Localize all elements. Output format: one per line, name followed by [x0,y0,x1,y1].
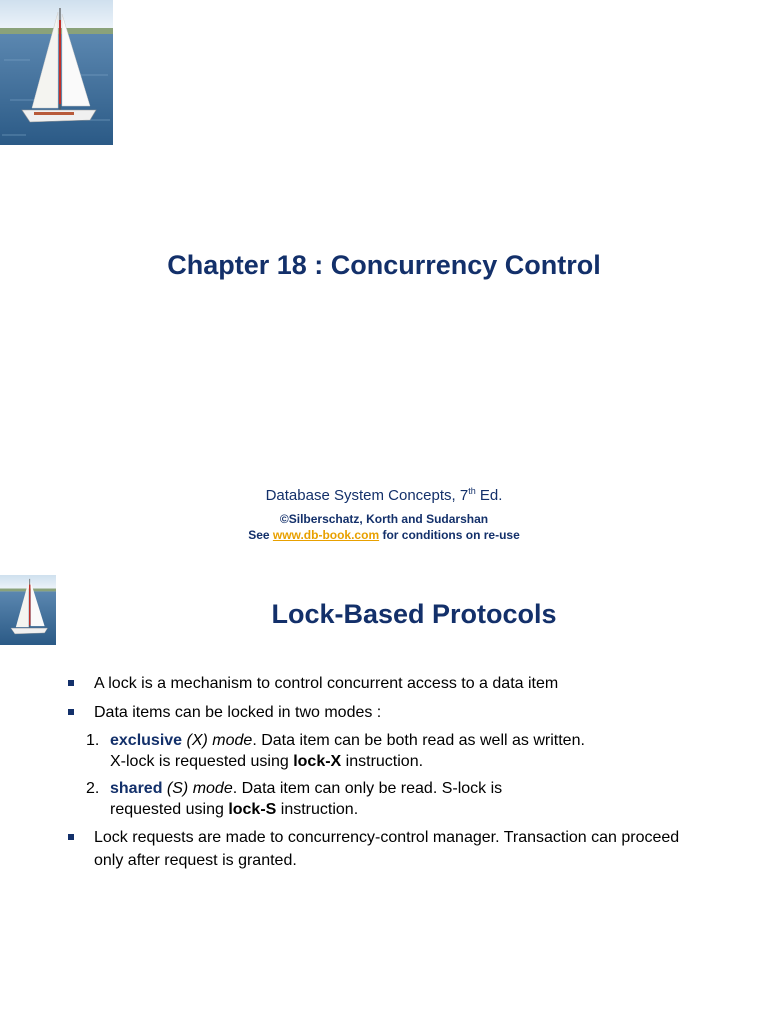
bullet-item [94,672,714,695]
keyword-exclusive: exclusive [110,732,183,749]
chapter-title: Chapter 18 : Concurrency Control [167,250,601,280]
numbered-item-shared [86,778,570,820]
numbered-item-exclusive [86,730,600,772]
item-number: 2. [86,780,100,797]
sailboat-icon [0,0,113,145]
reuse-prefix: See [248,528,273,542]
book-title-edition: Ed. [475,487,503,504]
sailboat-image [0,0,113,145]
bullet-square-icon [68,680,74,686]
item-text-end: instruction. [276,801,359,818]
db-book-link[interactable]: www.db-book.com [272,528,380,542]
mode-label: (S) mode [162,780,233,797]
bullet-square-icon [68,834,74,840]
item-text: . Data item can only be read. S-lock is requested using [110,780,503,818]
content-slide [0,575,768,1024]
mode-label: (X) mode [182,732,253,749]
instruction-name: lock-X [293,753,342,770]
item-number: 1. [86,732,100,749]
bullet-text: Data items can be locked in two modes : [94,704,382,721]
keyword-shared: shared [110,780,163,797]
instruction-name: lock-S [228,801,277,818]
bullet-square-icon [68,709,74,715]
item-text-end: instruction. [341,753,424,770]
bullet-item [94,826,694,872]
book-title-superscript: th [468,486,476,496]
sailboat-thumbnail [0,575,56,645]
bullet-text: Lock requests are made to concurrency-control manager. Transaction can proceed only after request is granted. [94,829,680,869]
book-title-text: Database System Concepts, 7 [265,487,469,504]
item-text: . Data item can be both read as well as written. X-lock is requested using [110,732,585,770]
reuse-line [0,528,768,542]
book-title [0,486,768,504]
sailboat-icon [0,575,56,645]
copyright-line: ©Silberschatz, Korth and Sudarshan [279,512,489,526]
slide-title: Lock-Based Protocols [271,599,557,629]
reuse-suffix: for conditions on re-use [379,528,520,542]
bullet-text: A lock is a mechanism to control concurrent access to a data item [94,675,559,692]
bullet-item [94,701,714,724]
